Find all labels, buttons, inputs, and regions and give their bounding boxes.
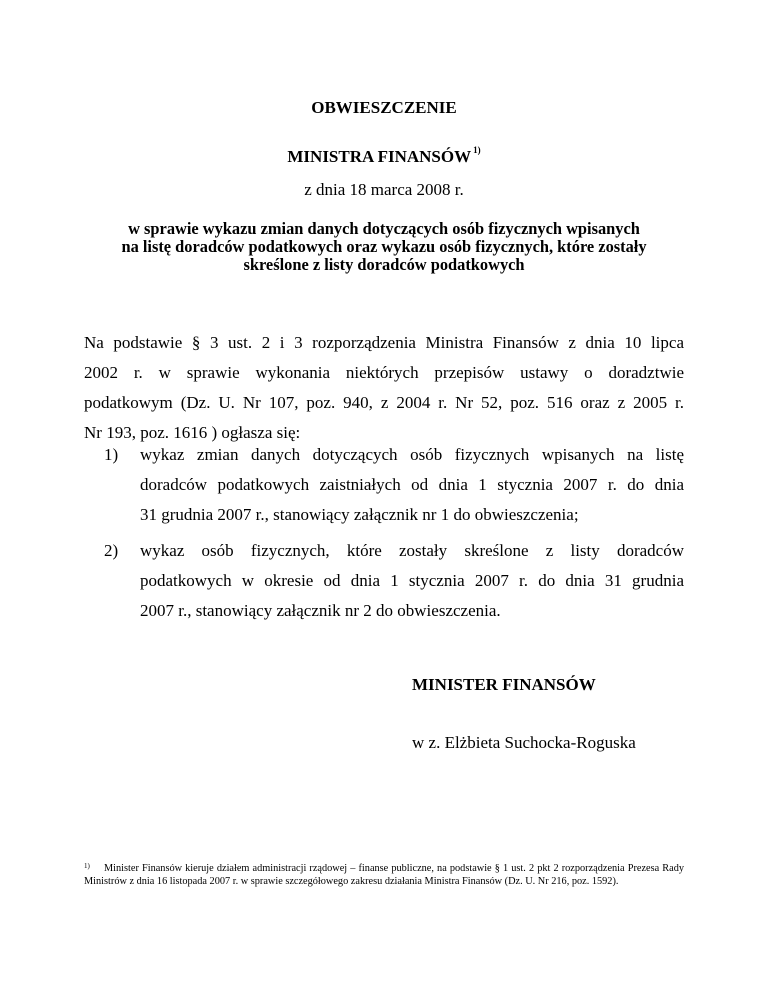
list-line: doradców podatkowych zaistniałych od dnia 1 stycznia 2007 r. do dnia	[140, 475, 684, 494]
signer-name: w z. Elżbieta Suchocka-Roguska	[412, 733, 636, 752]
body-paragraph	[84, 328, 684, 448]
body-line: 2002 r. w sprawie wykonania niektórych przepisów ustawy o doradztwie	[84, 363, 684, 382]
footnote-mark: 1)	[84, 862, 90, 870]
list-line: podatkowych w okresie od dnia 1 stycznia 2007 r. do dnia 31 grudnia	[140, 571, 684, 590]
list-item-number: 1)	[104, 445, 119, 464]
body-line: podatkowym (Dz. U. Nr 107, poz. 940, z 2004 r. Nr 52, poz. 516 oraz z 2005 r.	[84, 393, 684, 412]
footnote-text: Minister Finansów kieruje działem administracji rządowej – finanse publiczne, na podstawie § 1 ust. 2 pkt 2 rozporządzenia Prezesa Rady Ministrów z dnia 16 listopada 2007 r. w sprawie szczegółowego zakresu działania Ministra Finansów (Dz. U. Nr 216, poz. 1592).	[84, 863, 684, 887]
list-line: 2007 r., stanowiący załącznik nr 2 do obwieszczenia.	[140, 601, 501, 620]
heading-line: skreślone z listy doradców podatkowych	[243, 255, 525, 274]
body-line: Na podstawie § 3 ust. 2 i 3 rozporządzenia Ministra Finansów z dnia 10 lipca	[84, 333, 684, 352]
document-heading	[84, 220, 684, 274]
list-line: wykaz zmian danych dotyczących osób fizycznych wpisanych na listę	[140, 445, 684, 464]
list-item-number: 2)	[104, 541, 119, 560]
signer-role: MINISTER FINANSÓW	[412, 675, 596, 694]
body-line: Nr 193, poz. 1616 ) ogłasza się:	[84, 423, 301, 442]
list-item	[104, 536, 684, 626]
announcement-list	[104, 440, 684, 626]
document-date: z dnia 18 marca 2008 r.	[304, 180, 464, 199]
list-item-text	[140, 536, 684, 626]
list-line: wykaz osób fizycznych, które zostały skreślone z listy doradców	[140, 541, 684, 560]
list-item	[104, 440, 684, 530]
document-subtitle	[0, 145, 768, 167]
footnote	[84, 862, 684, 888]
list-line: 31 grudnia 2007 r., stanowiący załącznik nr 1 do obwieszczenia;	[140, 505, 579, 524]
heading-line: na listę doradców podatkowych oraz wykazu osób fizycznych, które zostały	[121, 237, 647, 256]
heading-line: w sprawie wykazu zmian danych dotyczących osób fizycznych wpisanych	[128, 219, 640, 238]
document-title: OBWIESZCZENIE	[311, 98, 457, 117]
subtitle-footnote-mark: 1)	[473, 145, 481, 155]
subtitle-text: MINISTRA FINANSÓW	[287, 147, 472, 166]
list-item-text	[140, 440, 684, 530]
